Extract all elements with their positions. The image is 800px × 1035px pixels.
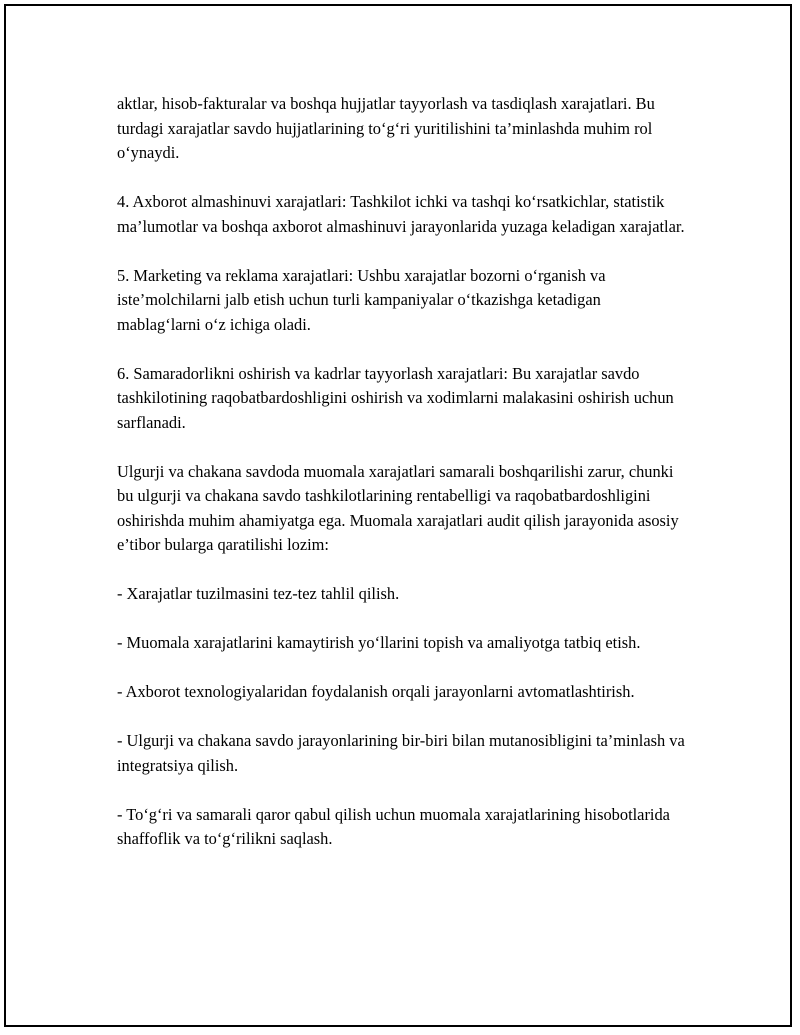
paragraph-item-4: 4. Axborot almashinuvi xarajatlari: Tashkilot ichki va tashqi ko‘rsatkichlar, statistik ma’lumotlar va boshqa axborot almashinuvi jarayonlarida yuzaga keladigan xarajatlar. xyxy=(117,192,685,236)
bullet-item: - Xarajatlar tuzilmasini tez-tez tahlil qilish. xyxy=(117,584,400,603)
document-body xyxy=(117,92,687,876)
paragraph-item-5: 5. Marketing va reklama xarajatlari: Ushbu xarajatlar bozorni o‘rganish va iste’molchilarni jalb etish uchun turli kampaniyalar o‘tkazishga ketadigan mablag‘larni o‘z ichiga oladi. xyxy=(117,265,606,334)
bullet-item: - To‘g‘ri va samarali qaror qabul qilish uchun muomala xarajatlarining hisobotlarida shaffoflik va to‘g‘rilikni saqlash. xyxy=(117,804,670,848)
bullet-item: - Axborot texnologiyalaridan foydalanish orqali jarayonlarni avtomatlashtirish. xyxy=(117,682,635,701)
paragraph-continuation: aktlar, hisob-fakturalar va boshqa hujjatlar tayyorlash va tasdiqlash xarajatlari. Bu turdagi xarajatlar savdo hujjatlarining to‘g‘ri yuritilishini ta’minlashda muhim rol o‘ynaydi. xyxy=(117,94,655,162)
bullet-item: - Ulgurji va chakana savdo jarayonlarining bir-biri bilan mutanosibligini ta’minlash va integratsiya qilish. xyxy=(117,731,685,775)
bullet-item: - Muomala xarajatlarini kamaytirish yo‘llarini topish va amaliyotga tatbiq etish. xyxy=(117,633,641,652)
paragraph-item-6: 6. Samaradorlikni oshirish va kadrlar tayyorlash xarajatlari: Bu xarajatlar savdo tashkilotining raqobatbardoshligini oshirish va xodimlarni malakasini oshirish uchun sarflanadi. xyxy=(117,363,674,432)
paragraph-summary: Ulgurji va chakana savdoda muomala xarajatlari samarali boshqarilishi zarur, chunki bu ulgurji va chakana savdo tashkilotlarining rentabelligi va raqobatbardoshligini oshirishda muhim ahamiyatga ega. Muomala xarajatlari audit qilish jarayonida asosiy e’tibor bularga qaratilishi lozim: xyxy=(117,461,679,554)
